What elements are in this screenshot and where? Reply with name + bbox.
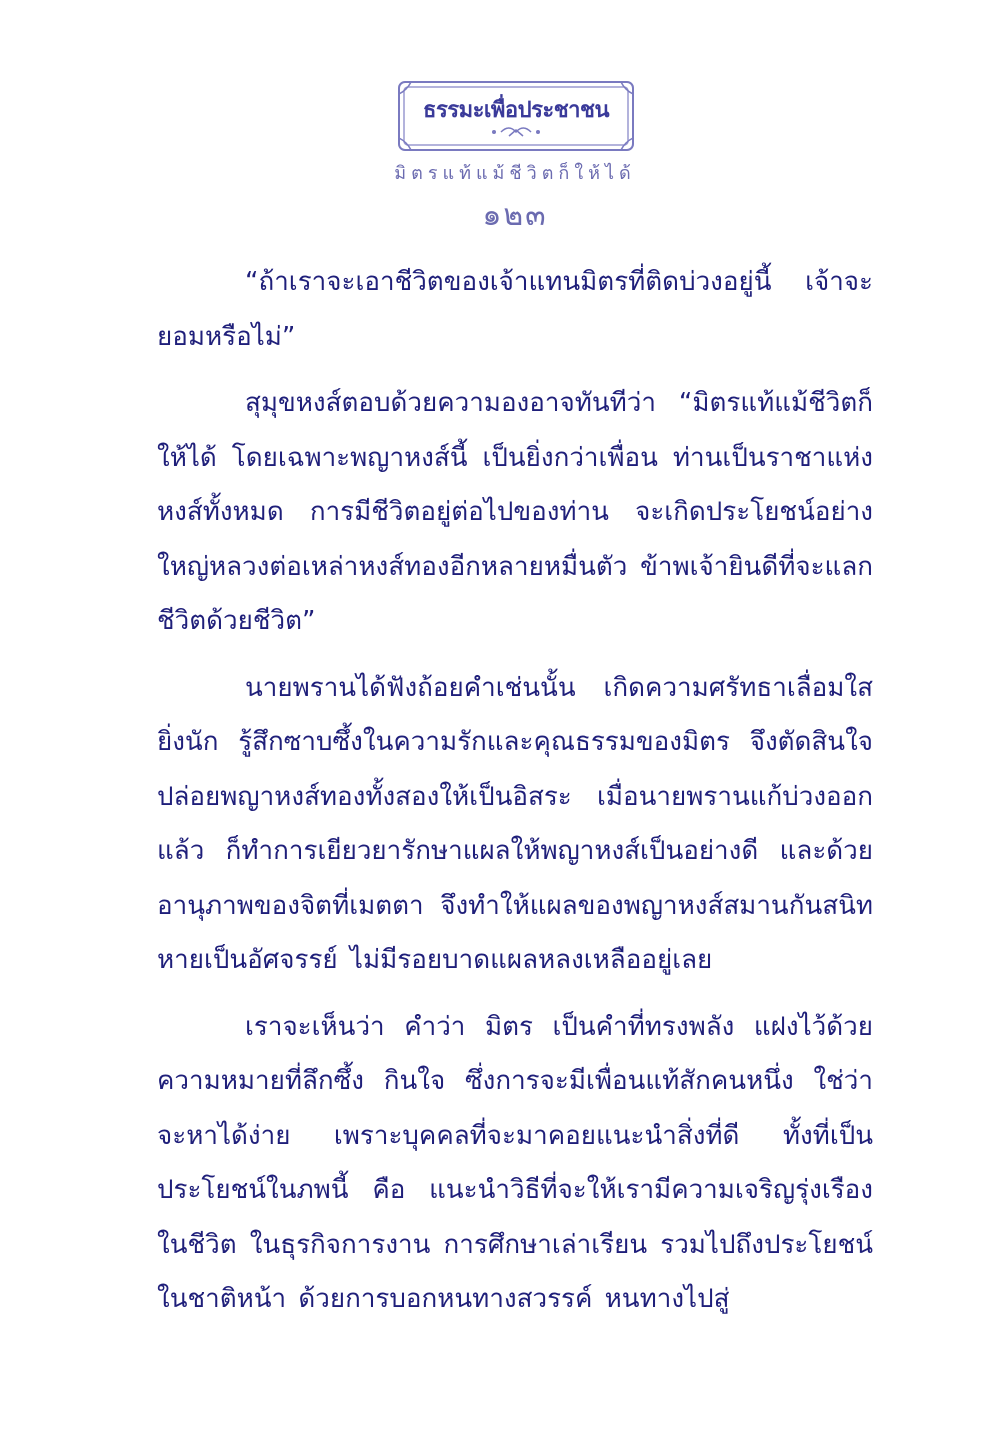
paragraph: “ถ้าเราจะเอาชีวิตของเจ้าแทนมิตรที่ติดบ่วงอยู่นี้ เจ้าจะยอมหรือไม่” bbox=[157, 267, 873, 352]
page-number: ๑๒๓ bbox=[482, 198, 548, 233]
body-text bbox=[157, 255, 873, 1339]
paragraph: เราจะเห็นว่า คำว่า มิตร เป็นคำที่ทรงพลัง แฝงไว้ด้วยความหมายที่ลึกซึ้ง กินใจ ซึ่งการจะมีเพื่อนแท้สักคนหนึ่ง ใช่ว่าจะหาได้ง่าย เพราะบุคคลที่จะมาคอยแนะนำสิ่งที่ดี ทั้งที่เป็นประโยชน์ในภพนี้ คือ แนะนำวิธีที่จะให้เรามีความเจริญรุ่งเรืองในชีวิต ในธุรกิจการงาน การศึกษาเล่าเรียน รวมไปถึงประโยชน์ในชาติหน้า ด้วยการบอกหนทางสวรรค์ หนทางไปสู่ bbox=[157, 1011, 873, 1314]
running-header-title: มิตรแท้แม้ชีวิตก็ให้ได้ bbox=[394, 163, 636, 184]
logo-text: ธรรมะเพื่อประชาชน bbox=[423, 98, 609, 123]
paragraph: สุมุขหงส์ตอบด้วยความองอาจทันทีว่า “มิตรแท้แม้ชีวิตก็ให้ได้ โดยเฉพาะพญาหงส์นี้ เป็นยิ่งกว่าเพื่อน ท่านเป็นราชาแห่งหงส์ทั้งหมด การมีชีวิตอยู่ต่อไปของท่าน จะเกิดประโยชน์อย่างใหญ่หลวงต่อเหล่าหงส์ทองอีกหลายหมื่นตัว ข้าพเจ้ายินดีที่จะแลกชีวิตด้วยชีวิต” bbox=[157, 388, 873, 636]
publication-logo bbox=[397, 80, 635, 152]
paragraph: นายพรานได้ฟังถ้อยคำเช่นนั้น เกิดความศรัทธาเลื่อมใสยิ่งนัก รู้สึกซาบซึ้งในความรักและคุณธรรมของมิตร จึงตัดสินใจปล่อยพญาหงส์ทองทั้งสองให้เป็นอิสระ เมื่อนายพรานแก้บ่วงออกแล้ว ก็ทำการเยียวยารักษาแผลให้พญาหงส์เป็นอย่างดี และด้วยอานุภาพของจิตที่เมตตา จึงทำให้แผลของพญาหงส์สมานกันสนิท หายเป็นอัศจรรย์ ไม่มีรอยบาดแผลหลงเหลืออยู่เลย bbox=[157, 672, 873, 975]
